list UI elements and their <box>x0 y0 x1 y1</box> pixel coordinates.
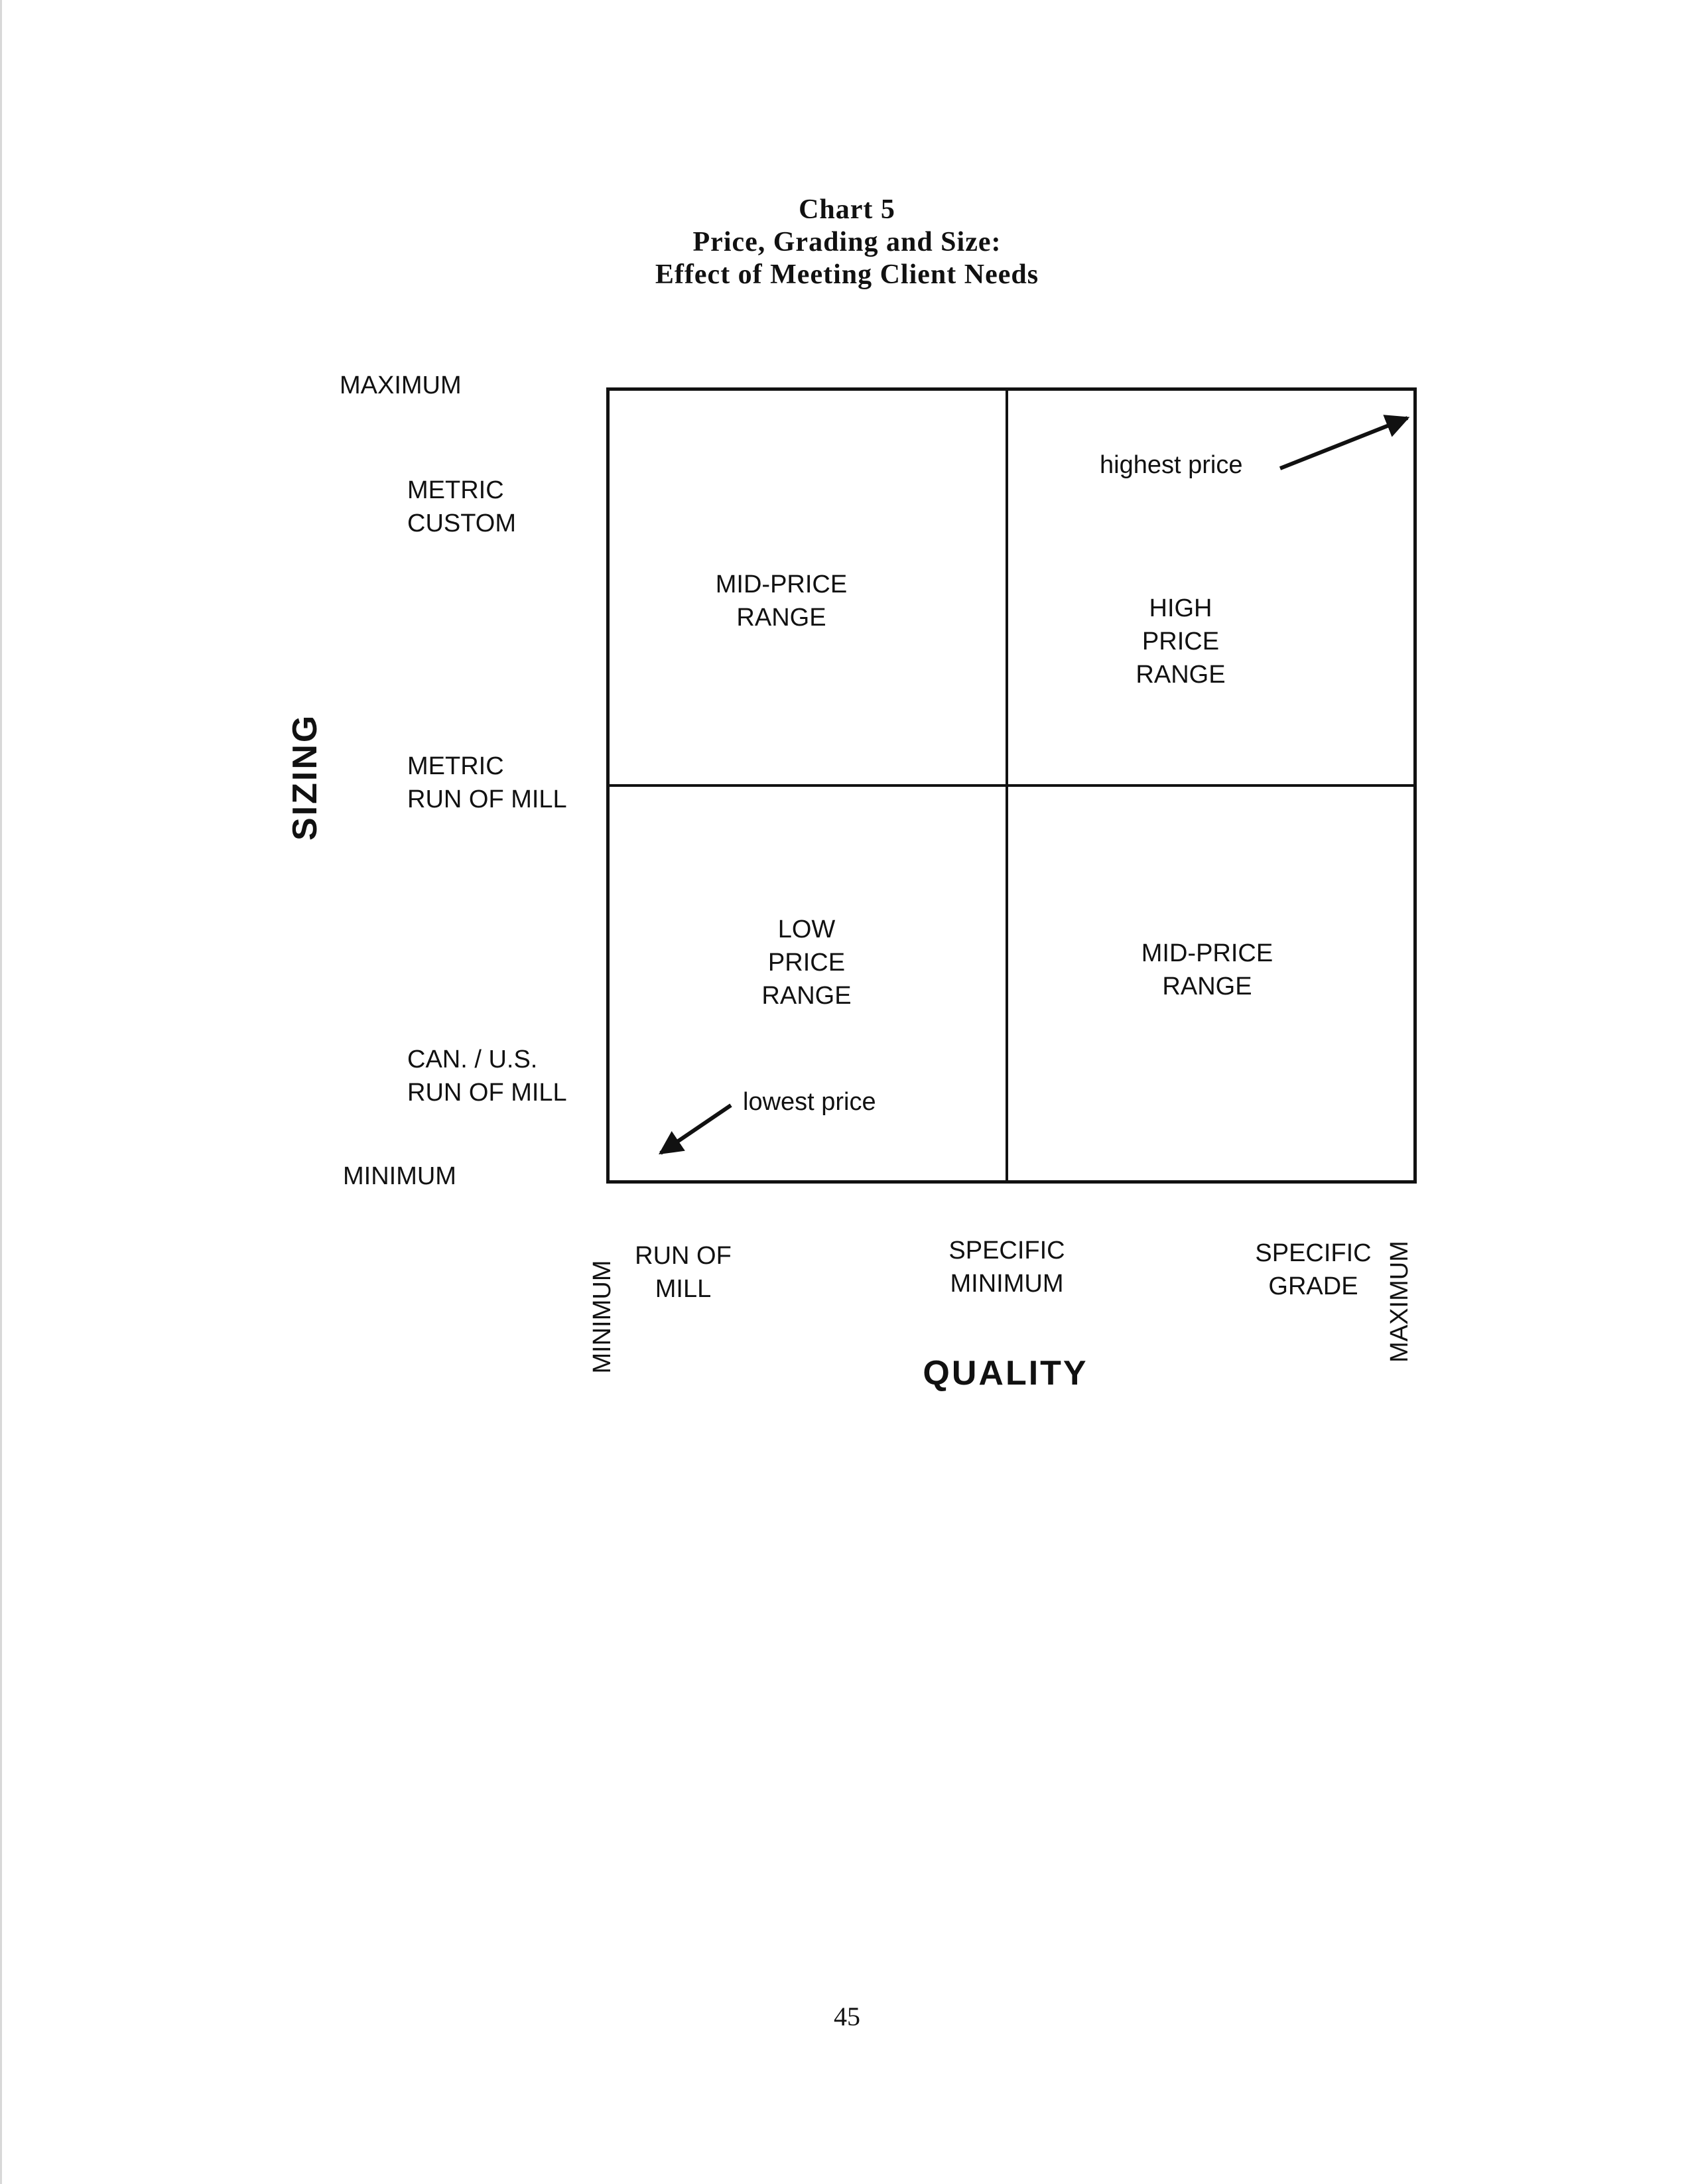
x-axis-max-label: MAXIMUM <box>1386 1241 1413 1363</box>
lowest-price-arrow <box>661 1105 731 1153</box>
highest-price-arrow <box>1280 418 1407 468</box>
y-axis-max-label: MAXIMUM <box>340 372 462 399</box>
chart-title: Price, Grading and Size: <box>692 227 1002 257</box>
page-number: 45 <box>834 2002 860 2031</box>
x-axis-title: QUALITY <box>923 1354 1088 1393</box>
lowest-price-annotation: lowest price <box>743 1088 876 1116</box>
y-level-metric-run-of-mill: METRIC RUN OF MILL <box>407 752 567 813</box>
y-level-metric-custom: METRIC CUSTOM <box>407 476 516 537</box>
y-axis-title: SIZING <box>286 713 324 841</box>
x-axis-min-label: MINIMUM <box>588 1260 616 1374</box>
y-level-can-us-run-of-mill: CAN. / U.S. RUN OF MILL <box>407 1046 567 1107</box>
x-level-specific-grade: SPECIFIC GRADE <box>1255 1239 1372 1300</box>
quadrant-bottom-right-label: MID-PRICE RANGE <box>1141 939 1273 1000</box>
quadrant-bottom-left-label: LOW PRICE RANGE <box>761 916 852 1010</box>
x-level-run-of-mill: RUN OF MILL <box>635 1242 732 1303</box>
y-axis-min-label: MINIMUM <box>343 1162 456 1190</box>
chart-number: Chart 5 <box>799 194 895 225</box>
quadrant-top-right-label: HIGH PRICE RANGE <box>1136 594 1226 689</box>
chart-subtitle: Effect of Meeting Client Needs <box>655 259 1039 290</box>
highest-price-annotation: highest price <box>1100 451 1243 479</box>
quadrant-top-left-label: MID-PRICE RANGE <box>715 571 848 632</box>
x-level-specific-minimum: SPECIFIC MINIMUM <box>948 1237 1065 1298</box>
